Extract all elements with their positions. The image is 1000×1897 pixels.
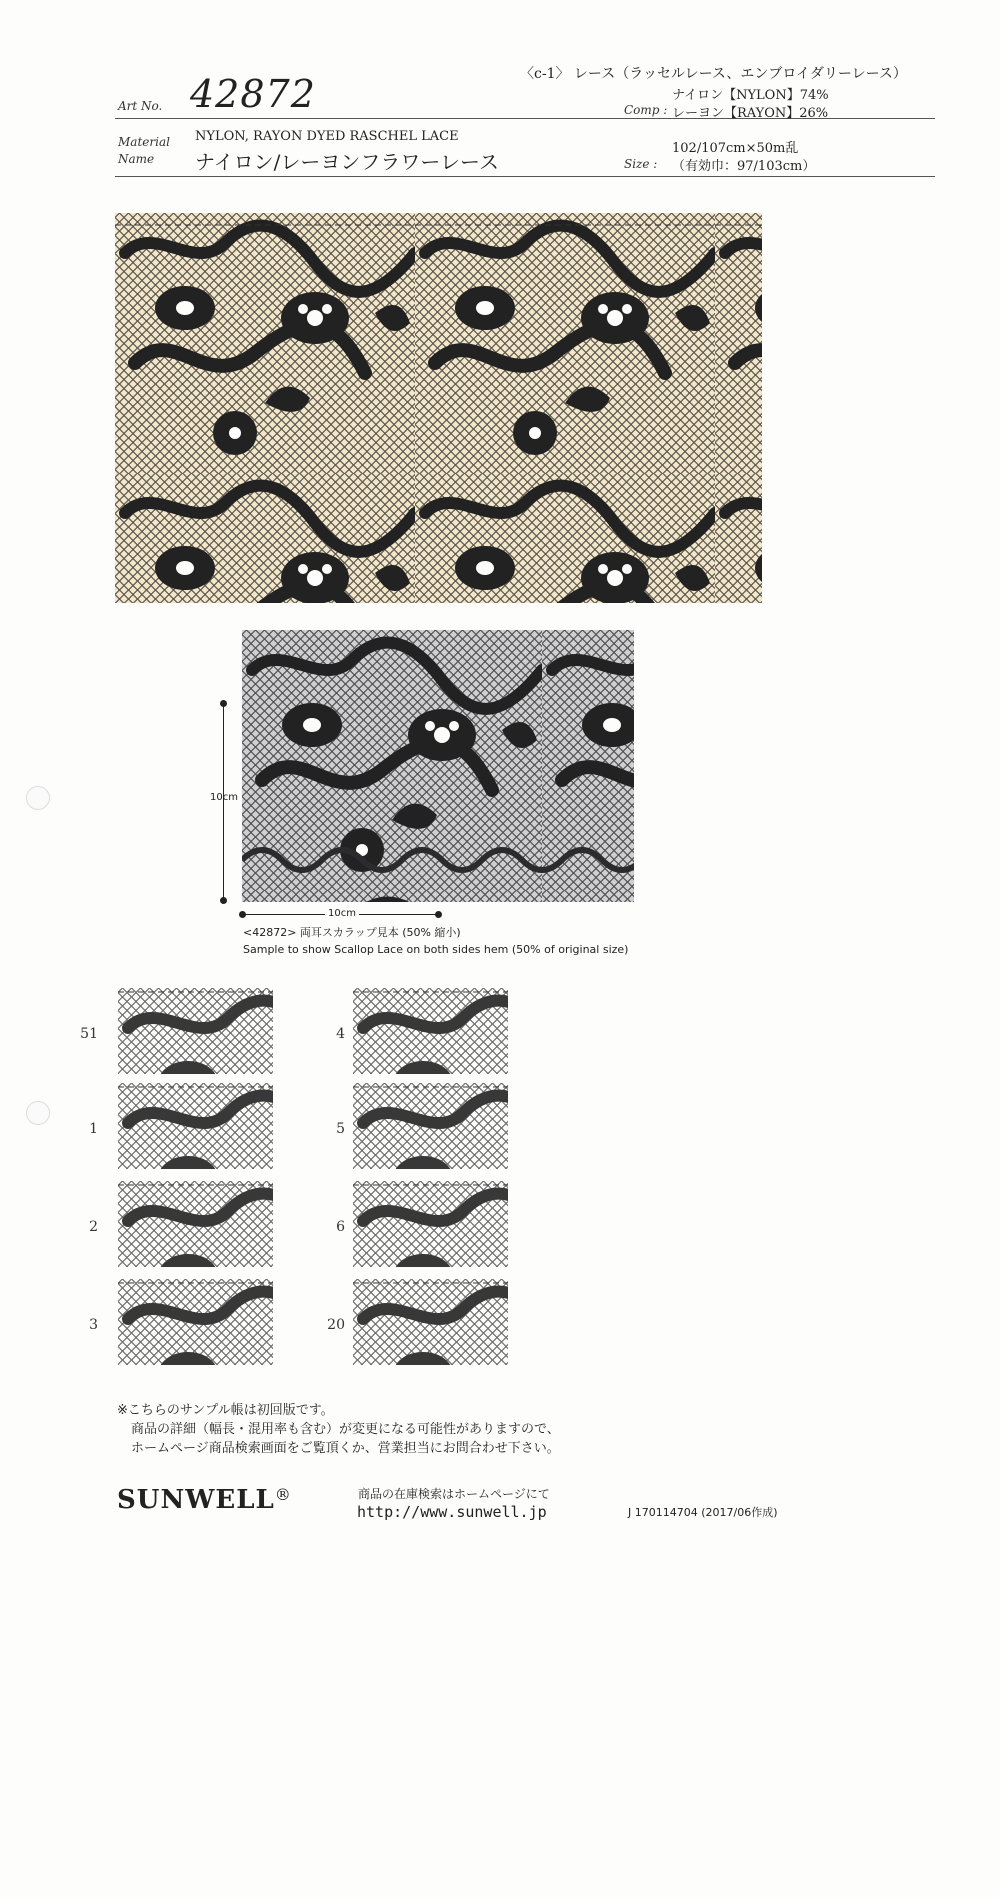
scale-dot	[239, 911, 246, 918]
notice-line-1: ※こちらのサンプル帳は初回版です。	[117, 1403, 334, 1418]
binder-hole	[26, 1101, 50, 1125]
black-scallop-swatch	[242, 630, 634, 902]
main-lace-swatch	[115, 213, 762, 603]
category-text: 〈c-1〉 レース（ラッセルレース、エンブロイダリーレース）	[520, 66, 907, 82]
swatch-lace-sample	[353, 1083, 508, 1169]
stock-search-text: 商品の在庫検索はホームページにて	[358, 1487, 550, 1501]
scale-dot	[220, 897, 227, 904]
swatch-number: 2	[89, 1219, 98, 1235]
swatch-lace-sample	[118, 1279, 273, 1365]
material-label: Material	[118, 135, 170, 149]
notice-line-3: ホームページ商品検索画面をご覧頂くか、営業担当にお問合わせ下さい。	[131, 1441, 560, 1456]
swatch-number: 4	[336, 1026, 345, 1042]
scale-dot	[435, 911, 442, 918]
size-label: Size :	[624, 157, 658, 171]
swatch-number: 6	[336, 1219, 345, 1235]
caption-jp: <42872> 両耳スカラップ見本 (50% 縮小)	[243, 926, 461, 939]
swatch-number: 3	[89, 1317, 98, 1333]
size-line-2: （有効巾：97/103cm）	[672, 159, 816, 174]
swatch-number: 1	[89, 1121, 98, 1137]
horizontal-scale-label: 10cm	[325, 908, 359, 919]
catalog-code: J 170114704 (2017/06作成)	[628, 1506, 778, 1519]
header-rule	[115, 176, 935, 177]
caption-en: Sample to show Scallop Lace on both sides hem (50% of original size)	[243, 943, 629, 956]
comp-line-1: ナイロン【NYLON】74%	[672, 88, 829, 103]
swatch-lace-sample	[118, 1181, 273, 1267]
swatch-lace-sample	[118, 988, 273, 1074]
swatch-lace-sample	[118, 1083, 273, 1169]
art-number: 42872	[190, 72, 316, 116]
comp-line-2: レーヨン【RAYON】26%	[672, 106, 829, 121]
comp-label: Comp :	[624, 103, 668, 117]
notice-line-2: 商品の詳細（幅長・混用率も含む）が変更になる可能性がありますので、	[131, 1422, 560, 1437]
material-text: NYLON, RAYON DYED RASCHEL LACE	[195, 129, 459, 144]
brand-logo: SUNWELL®	[117, 1485, 292, 1515]
art-label: Art No.	[118, 99, 163, 113]
name-label: Name	[118, 152, 155, 166]
size-line-1: 102/107cm×50m乱	[672, 141, 799, 156]
swatch-number: 5	[336, 1121, 345, 1137]
swatch-number: 20	[327, 1317, 345, 1333]
swatch-lace-sample	[353, 1279, 508, 1365]
website-link[interactable]: http://www.sunwell.jp	[357, 1503, 547, 1521]
scale-dot	[220, 700, 227, 707]
vertical-scale-label: 10cm	[210, 792, 238, 803]
swatch-lace-sample	[353, 1181, 508, 1267]
swatch-number: 51	[80, 1026, 98, 1042]
binder-hole	[26, 786, 50, 810]
product-name: ナイロン/レーヨンフラワーレース	[195, 150, 499, 174]
swatch-lace-sample	[353, 988, 508, 1074]
